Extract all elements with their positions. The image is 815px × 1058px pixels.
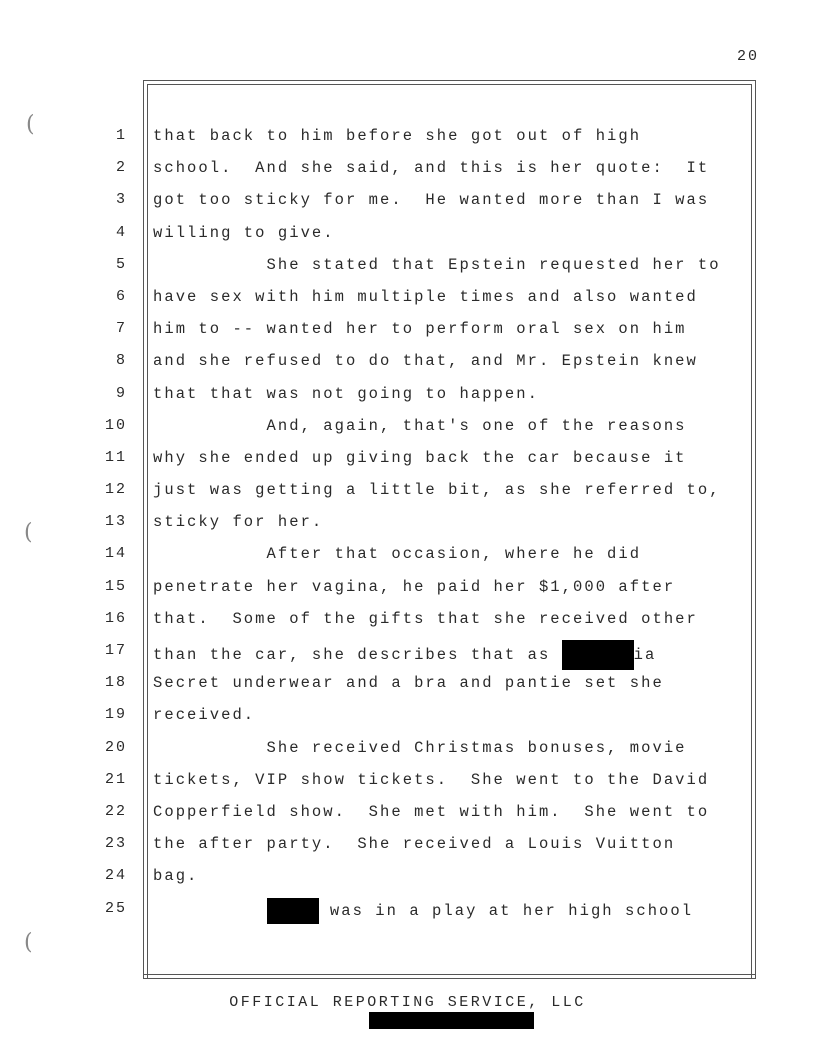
transcript-line: school. And she said, and this is her quote: It	[153, 159, 710, 178]
transcript-line: sticky for her.	[153, 513, 324, 532]
line-text: was in a play at her high school	[318, 901, 694, 920]
line-number: 3	[115, 191, 127, 209]
line-number: 23	[104, 835, 127, 853]
line-number: 17	[104, 642, 127, 659]
line-number: 18	[104, 674, 127, 692]
page-number: 20	[736, 48, 759, 65]
line-number: 8	[115, 352, 127, 370]
line-number: 25	[104, 899, 127, 917]
line-number: 7	[115, 320, 127, 338]
transcript-line: After that occasion, where he did	[153, 545, 642, 564]
transcript-line: why she ended up giving back the car because it	[153, 448, 687, 467]
redaction-box	[369, 1012, 534, 1029]
line-number: 21	[104, 770, 127, 788]
transcript-line: have sex with him multiple times and also wanted	[153, 287, 698, 306]
margin-mark: (	[24, 930, 33, 955]
line-number: 4	[115, 223, 127, 241]
reporter-footer: OFFICIAL REPORTING SERVICE, LLC	[229, 994, 586, 1011]
line-number: 24	[104, 867, 127, 885]
transcript-line: received.	[153, 706, 256, 725]
line-number: 12	[104, 481, 127, 499]
transcript-line: Copperfield show. She met with him. She went to	[153, 802, 710, 821]
line-number: 22	[104, 802, 127, 820]
transcript-line: Secret underwear and a bra and pantie set she	[153, 674, 664, 693]
transcript-line	[153, 898, 753, 930]
transcript-line: tickets, VIP show tickets. She went to the David	[153, 770, 710, 789]
line-number: 9	[115, 384, 127, 402]
line-text: ia	[633, 646, 657, 665]
transcript-line	[153, 640, 753, 672]
line-number: 11	[104, 448, 127, 466]
transcript-line: got too sticky for me. He wanted more than I was	[153, 191, 710, 210]
line-number: 2	[115, 159, 127, 177]
line-number: 10	[104, 416, 127, 434]
line-number: 14	[104, 545, 127, 563]
line-number: 5	[115, 255, 127, 273]
transcript-line: him to -- wanted her to perform oral sex on him	[153, 320, 687, 339]
line-number: 6	[115, 287, 127, 305]
transcript-line: She received Christmas bonuses, movie	[153, 738, 687, 757]
redaction-box	[562, 640, 634, 670]
margin-mark: (	[24, 520, 33, 545]
line-number: 20	[104, 738, 127, 756]
line-number: 19	[104, 706, 127, 724]
transcript-line: willing to give.	[153, 223, 335, 242]
line-number: 16	[104, 609, 127, 627]
line-number: 15	[104, 577, 127, 595]
redaction-box	[267, 898, 319, 924]
transcript-line: and she refused to do that, and Mr. Epstein knew	[153, 352, 698, 371]
transcript-line: penetrate her vagina, he paid her $1,000 after	[153, 577, 676, 596]
margin-mark: (	[26, 112, 35, 137]
transcript-line: She stated that Epstein requested her to	[153, 255, 721, 274]
transcript-line: that that was not going to happen.	[153, 384, 539, 403]
line-text	[153, 902, 267, 920]
transcript-line: And, again, that's one of the reasons	[153, 416, 687, 435]
transcript-body	[153, 125, 753, 930]
line-text: than the car, she describes that as	[153, 646, 562, 665]
frame-bottom-rule	[143, 974, 755, 975]
transcript-line: the after party. She received a Louis Vuitton	[153, 835, 676, 854]
transcript-line: that. Some of the gifts that she received other	[153, 609, 698, 628]
transcript-line: just was getting a little bit, as she referred to,	[153, 481, 721, 500]
line-number-column	[95, 125, 127, 930]
frame-bottom-rule	[143, 978, 755, 979]
transcript-line: bag.	[153, 867, 199, 886]
line-number: 1	[115, 127, 127, 144]
line-number: 13	[104, 513, 127, 531]
transcript-line: that back to him before she got out of high	[153, 127, 642, 145]
